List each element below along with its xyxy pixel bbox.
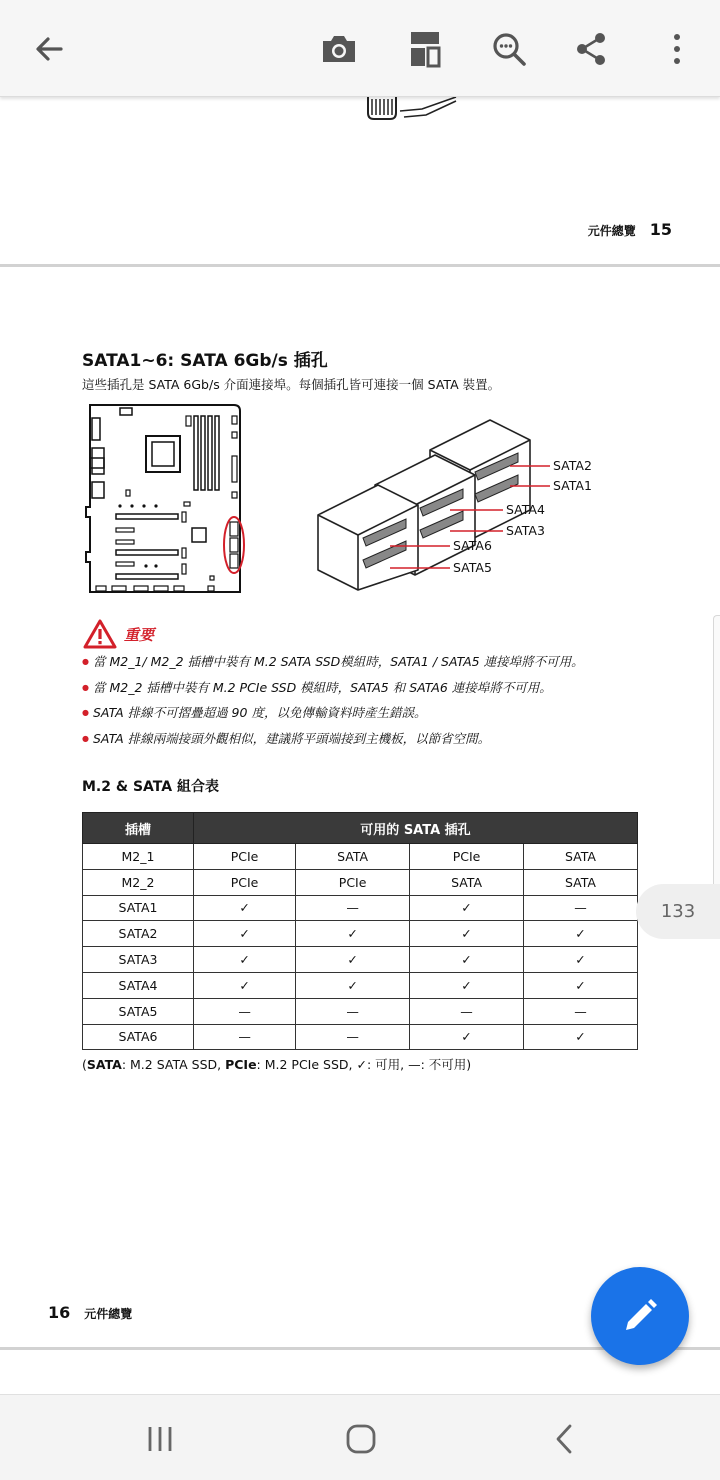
list-item: ● 當 M2_2 插槽中裝有 M.2 PCIe SSD 模組時，SATA5 和 SATA6 連接埠將不可用。	[82, 678, 584, 704]
table-row-header: SATA3	[83, 947, 194, 973]
table-cell: —	[524, 998, 638, 1024]
m2-sata-table	[82, 812, 638, 1050]
table-cell: ✓	[524, 921, 638, 947]
more-vert-icon[interactable]	[650, 22, 704, 76]
page-footer-number: 16	[48, 1303, 71, 1322]
table-cell: ✓	[296, 921, 410, 947]
system-navbar	[0, 1394, 720, 1480]
layout-icon[interactable]	[398, 22, 452, 76]
scrollbar[interactable]	[713, 615, 720, 905]
table-row-header: SATA4	[83, 972, 194, 998]
home-icon[interactable]	[333, 1417, 389, 1461]
table-row	[83, 869, 638, 895]
table-head-available: 可用的 SATA 插孔	[194, 813, 638, 844]
note-sata: SATA	[86, 1057, 122, 1072]
table-cell: ✓	[410, 947, 524, 973]
table-row-header: SATA6	[83, 1024, 194, 1050]
important-heading	[82, 618, 154, 650]
list-item: ● SATA 排線兩端接頭外觀相似，建議將平頭端接到主機板，以節省空間。	[82, 729, 584, 755]
note-pcie-desc: : M.2 PCIe SSD, ✓: 可用, —: 不可用)	[256, 1057, 472, 1072]
table-cell: ✓	[194, 895, 296, 921]
table-cell: —	[194, 998, 296, 1024]
important-list	[82, 652, 584, 754]
table-cell: SATA	[524, 869, 638, 895]
table-cell: ✓	[410, 921, 524, 947]
nav-back-icon[interactable]	[536, 1417, 592, 1461]
table-cell: ✓	[194, 947, 296, 973]
table-cell: SATA	[410, 869, 524, 895]
table-cell: PCIe	[410, 844, 524, 870]
table-row-header: M2_2	[83, 869, 194, 895]
label-sata6: SATA6	[453, 538, 492, 553]
section-title: SATA1~6: SATA 6Gb/s 插孔	[82, 351, 328, 371]
table-cell: ✓	[410, 972, 524, 998]
important-title: 重要	[124, 625, 155, 644]
page-footer-label: 元件總覽	[84, 1307, 133, 1321]
table-cell: ✓	[296, 972, 410, 998]
previous-page	[0, 97, 720, 265]
page-header-number: 15	[649, 220, 672, 239]
table-cell: —	[524, 895, 638, 921]
page-count: 133	[660, 901, 696, 922]
table-cell: ✓	[296, 947, 410, 973]
table-cell: PCIe	[194, 844, 296, 870]
table-title: M.2 & SATA 組合表	[82, 779, 219, 795]
back-arrow-icon[interactable]	[22, 22, 76, 76]
note-open: (	[82, 1057, 87, 1072]
table-cell: SATA	[524, 844, 638, 870]
table-head-slot: 插槽	[83, 813, 194, 844]
table-cell: —	[296, 1024, 410, 1050]
table-cell: —	[194, 1024, 296, 1050]
page-header	[588, 220, 672, 239]
warning-icon	[82, 618, 118, 650]
list-item: ● SATA 排線不可摺疊超過 90 度，以免傳輸資料時產生錯誤。	[82, 703, 584, 729]
table-cell: ✓	[524, 1024, 638, 1050]
table-row-header: SATA2	[83, 921, 194, 947]
table-cell: SATA	[296, 844, 410, 870]
edit-fab-button[interactable]	[591, 1267, 689, 1365]
table-cell: ✓	[410, 895, 524, 921]
note-pcie: PCIe	[225, 1057, 257, 1072]
note-sata-desc: : M.2 SATA SSD,	[121, 1057, 226, 1072]
table-body	[83, 844, 638, 1050]
table-cell: PCIe	[296, 869, 410, 895]
table-row	[83, 844, 638, 870]
section-description: 這些插孔是 SATA 6Gb/s 介面連接埠。每個插孔皆可連接一個 SATA 裝置。	[82, 377, 501, 392]
label-sata2: SATA2	[553, 458, 592, 473]
label-sata4: SATA4	[506, 502, 545, 517]
table-cell: ✓	[194, 972, 296, 998]
table-cell: ✓	[410, 1024, 524, 1050]
table-row	[83, 947, 638, 973]
table-cell: ✓	[524, 972, 638, 998]
table-row-header: M2_1	[83, 844, 194, 870]
table-cell: ✓	[194, 921, 296, 947]
page-separator	[0, 264, 720, 267]
sata-connectors-diagram	[300, 410, 592, 595]
page-count-indicator[interactable]	[636, 884, 720, 939]
pencil-icon	[618, 1294, 662, 1338]
component-image-fragment	[360, 97, 480, 127]
camera-icon[interactable]	[312, 22, 366, 76]
page-footer	[48, 1303, 132, 1322]
table-cell: —	[410, 998, 524, 1024]
share-icon[interactable]	[564, 22, 618, 76]
label-sata3: SATA3	[506, 523, 545, 538]
list-item: ● 當 M2_1/ M2_2 插槽中裝有 M.2 SATA SSD模組時，SATA1 / SATA5 連接埠將不可用。	[82, 652, 584, 678]
label-sata5: SATA5	[453, 560, 492, 575]
motherboard-diagram	[82, 402, 252, 598]
table-row	[83, 921, 638, 947]
table-cell: PCIe	[194, 869, 296, 895]
label-sata1: SATA1	[553, 478, 592, 493]
table-cell: —	[296, 895, 410, 921]
table-cell: —	[296, 998, 410, 1024]
recents-icon[interactable]	[132, 1417, 188, 1461]
search-icon[interactable]	[482, 22, 536, 76]
table-row	[83, 998, 638, 1024]
table-row	[83, 1024, 638, 1050]
table-row	[83, 972, 638, 998]
table-cell: ✓	[524, 947, 638, 973]
page-header-label: 元件總覽	[587, 224, 636, 238]
table-row-header: SATA5	[83, 998, 194, 1024]
table-row	[83, 895, 638, 921]
app-toolbar	[0, 0, 720, 97]
table-row-header: SATA1	[83, 895, 194, 921]
table-note	[82, 1055, 471, 1073]
